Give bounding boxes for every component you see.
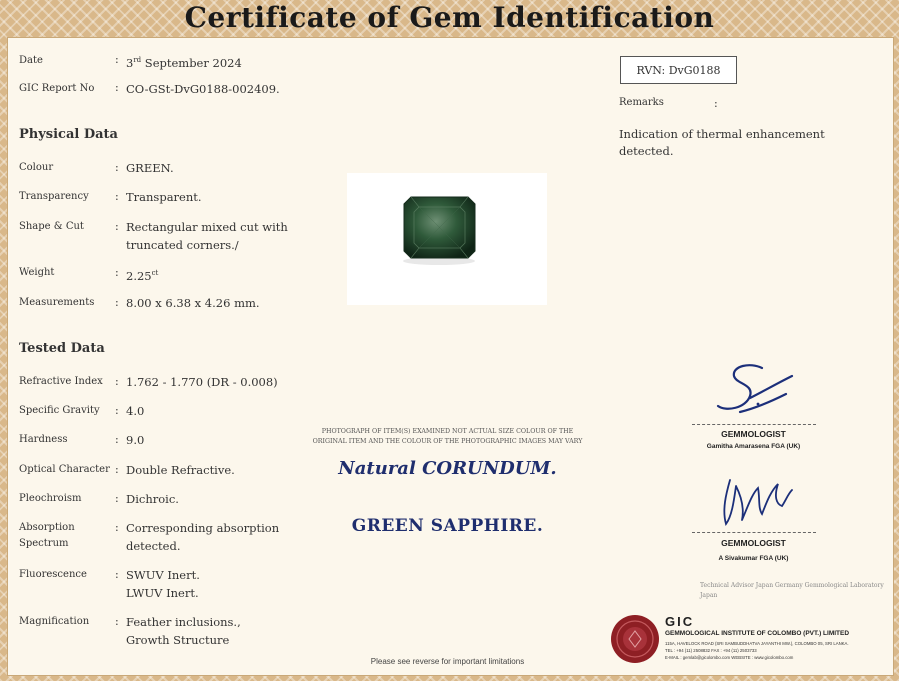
tech-advisor-line1: Technical Advisor Japan Germany Gemmological Laboratory <box>700 582 884 589</box>
tested-data-heading: Tested Data <box>19 341 105 356</box>
colour-label: Colour <box>19 162 54 173</box>
variety-conclusion: GREEN SAPPHIRE. <box>351 516 544 536</box>
remarks-value-line1: Indication of thermal enhancement <box>619 127 825 141</box>
colon: : <box>115 615 119 628</box>
fluorescence-value-line1: SWUV Inert. <box>126 568 200 582</box>
remarks-value-line2: detected. <box>619 144 674 158</box>
signature-1 <box>710 362 800 424</box>
absorption-value-line1: Corresponding absorption <box>126 521 280 535</box>
weight-label: Weight <box>19 267 55 278</box>
gemmologist-name-2: A Sivakumar FGA (UK) <box>718 555 789 562</box>
specific-gravity-value: 4.0 <box>126 404 145 418</box>
shape-cut-value-line1: Rectangular mixed cut with <box>126 220 288 234</box>
optical-character-label: Optical Character <box>19 464 110 475</box>
signature-2 <box>712 470 802 532</box>
date-label: Date <box>19 55 43 66</box>
report-no-value: CO-GSt-DvG0188-002409. <box>126 82 280 96</box>
gic-logo-text: GIC <box>665 614 695 629</box>
optical-character-value: Double Refractive. <box>126 463 235 477</box>
technical-advisor-note <box>700 581 890 601</box>
disclaimer-line2: ORIGINAL ITEM AND THE COLOUR OF THE PHOTOGRAPHIC IMAGES MAY VARY <box>312 438 583 445</box>
transparency-label: Transparency <box>19 191 89 202</box>
magnification-label: Magnification <box>19 616 90 627</box>
photo-disclaimer <box>300 427 595 447</box>
institute-name: GEMMOLOGICAL INSTITUTE OF COLOMBO (PVT.) LIMITED <box>665 630 850 637</box>
colon: : <box>714 97 718 110</box>
colon: : <box>115 433 119 446</box>
tech-advisor-line2: Japan <box>700 592 718 599</box>
physical-data-heading: Physical Data <box>19 127 118 142</box>
colon: : <box>115 220 119 233</box>
measurements-label: Measurements <box>19 297 95 308</box>
colon: : <box>115 375 119 388</box>
fluorescence-value-line2: LWUV Inert. <box>126 586 199 600</box>
gem-image <box>347 173 547 305</box>
absorption-label-line1: Absorption <box>19 522 75 533</box>
wax-seal-icon <box>610 614 660 664</box>
shape-cut-value-line2: truncated corners./ <box>126 238 239 252</box>
colon: : <box>115 492 119 505</box>
hardness-label: Hardness <box>19 434 68 445</box>
remarks-label: Remarks <box>619 97 664 108</box>
magnification-value-line1: Feather inclusions., <box>126 615 241 629</box>
report-no-label: GIC Report No <box>19 83 95 94</box>
colon: : <box>115 190 119 203</box>
date-value: 3rd September 2024 <box>126 55 242 70</box>
institute-address: 115A, HAVELOCK ROAD (SRI SAMBUDDHATVA JAYANTHI MW.), COLOMBO 05, SRI LANKA. <box>665 641 849 646</box>
specific-gravity-label: Specific Gravity <box>19 405 100 416</box>
colour-value: GREEN. <box>126 161 174 175</box>
disclaimer-line1: PHOTOGRAPH OF ITEM(S) EXAMINED NOT ACTUAL SIZE COLOUR OF THE <box>321 428 574 435</box>
transparency-value: Transparent. <box>126 190 202 204</box>
gemmologist-title-1: GEMMOLOGIST <box>721 429 786 439</box>
magnification-value-line2: Growth Structure <box>126 633 230 647</box>
colon: : <box>115 161 119 174</box>
refractive-index-value: 1.762 - 1.770 (DR - 0.008) <box>126 375 278 389</box>
refractive-index-label: Refractive Index <box>19 376 103 387</box>
shape-cut-label: Shape & Cut <box>19 221 84 232</box>
rvn-box: RVN: DvG0188 <box>620 56 737 84</box>
colon: : <box>115 568 119 581</box>
weight-value: $2.25^{ct}$ <box>126 268 159 283</box>
fluorescence-label: Fluorescence <box>19 569 87 580</box>
pleochroism-value: Dichroic. <box>126 492 179 506</box>
colon: : <box>115 266 119 279</box>
signature-line-1 <box>692 424 816 425</box>
species-conclusion: Natural CORUNDUM. <box>338 458 557 479</box>
absorption-label-line2: Spectrum <box>19 538 69 549</box>
gemmologist-title-2: GEMMOLOGIST <box>721 538 786 548</box>
pleochroism-label: Pleochroism <box>19 493 82 504</box>
colon: : <box>115 521 119 534</box>
gemmologist-name-1: Gamitha Amarasena FGA (UK) <box>706 443 801 450</box>
limitations-note: Please see reverse for important limitations <box>370 657 525 666</box>
absorption-value-line2: detected. <box>126 539 181 553</box>
colon: : <box>115 463 119 476</box>
hardness-value: 9.0 <box>126 433 145 447</box>
measurements-value: 8.00 x 6.38 x 4.26 mm. <box>126 296 260 310</box>
certificate-title: Certificate of Gem Identification <box>184 1 715 34</box>
gem-photo <box>347 173 547 305</box>
colon: : <box>115 296 119 309</box>
institute-email: E-MAIL : gemlab@gicolombo.com WEBSITE : www.gicolombo.com <box>665 655 794 660</box>
institute-phone: TEL : +94 (11) 2508832 FAX : +94 (11) 2503733 <box>665 648 757 653</box>
colon: : <box>115 53 119 66</box>
colon: : <box>115 404 119 417</box>
signature-line-2 <box>692 532 816 533</box>
colon: : <box>115 81 119 94</box>
